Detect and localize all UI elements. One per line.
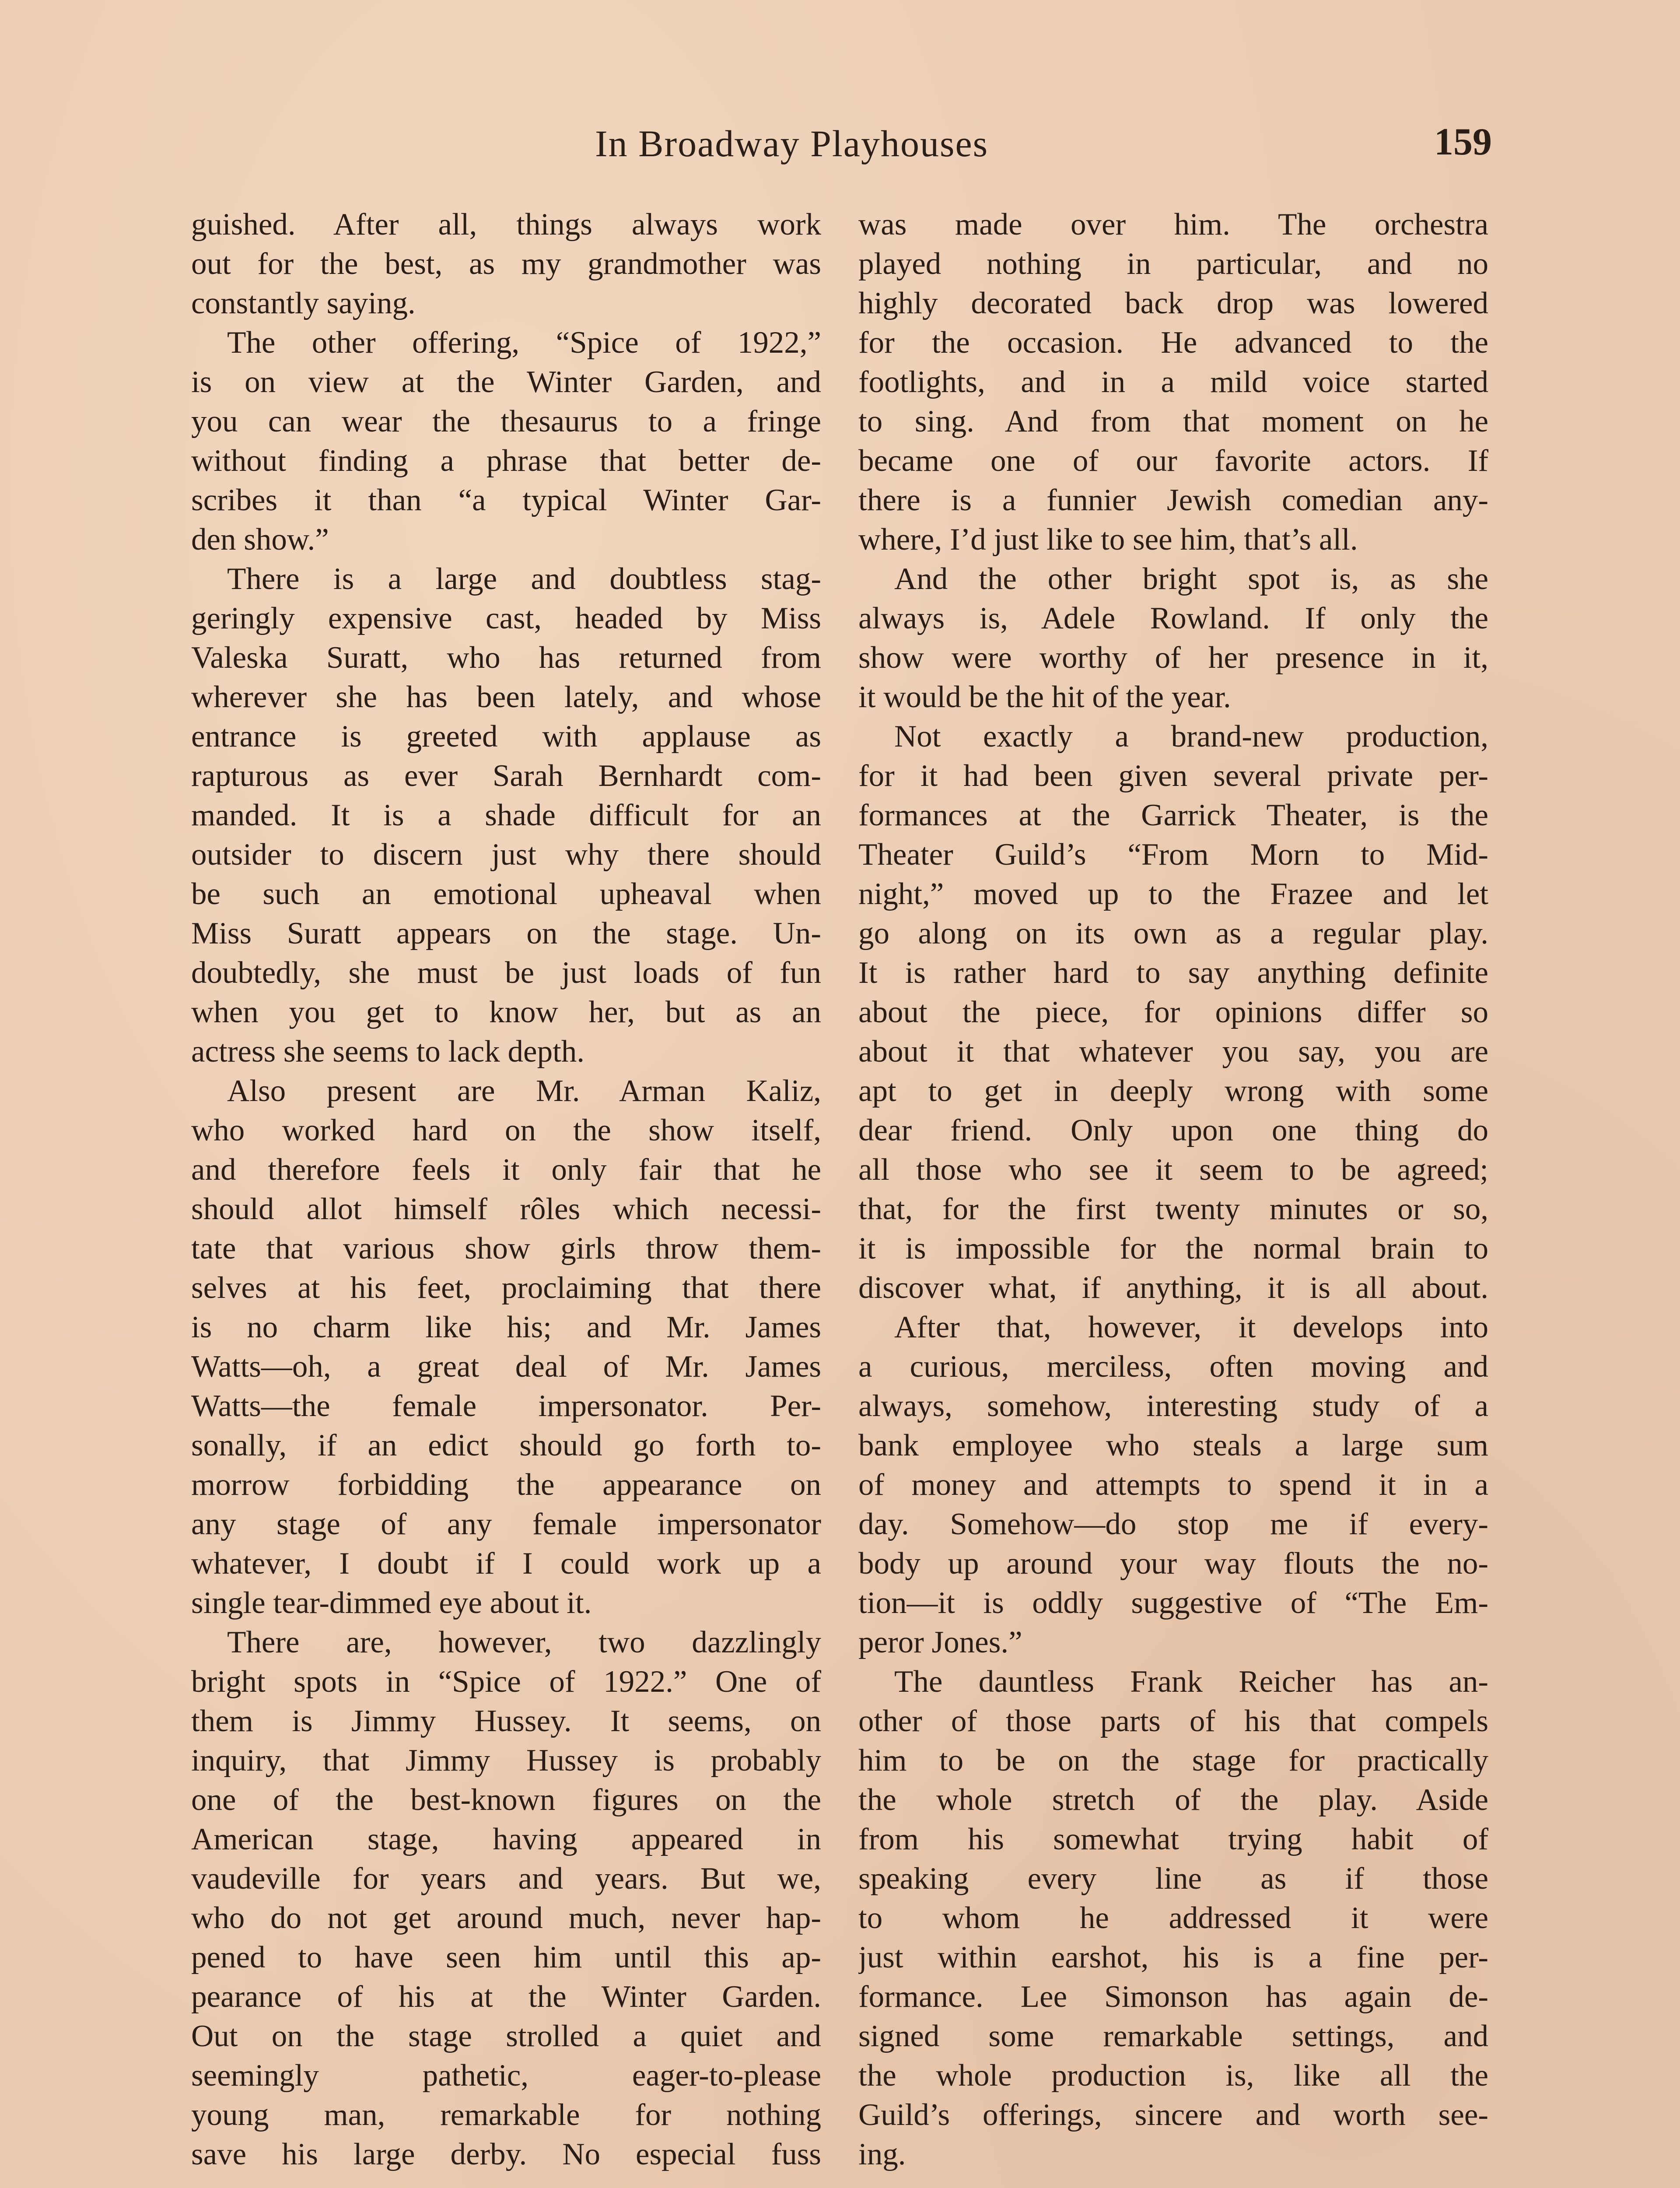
text-line: highly decorated back drop was lowered bbox=[858, 286, 1488, 320]
text-line: speaking every line as if those bbox=[858, 1862, 1488, 1896]
text-line: morrow forbidding the appearance on bbox=[191, 1468, 821, 1502]
text-line: him to be on the stage for practically bbox=[858, 1743, 1488, 1778]
text-line: all those who see it seem to be agreed; bbox=[858, 1153, 1488, 1187]
text-line: should allot himself rôles which necessi- bbox=[191, 1192, 821, 1226]
text-line: whatever, I doubt if I could work up a bbox=[191, 1546, 821, 1581]
text-line: formances at the Garrick Theater, is the bbox=[858, 798, 1488, 832]
text-line: Out on the stage strolled a quiet and bbox=[191, 2019, 821, 2053]
text-line: Valeska Suratt, who has returned from bbox=[191, 641, 821, 675]
text-line: other of those parts of his that compels bbox=[858, 1704, 1488, 1738]
text-line: night,” moved up to the Frazee and let bbox=[858, 877, 1488, 911]
text-line: out for the best, as my grandmother was bbox=[191, 247, 821, 281]
text-line: entrance is greeted with applause as bbox=[191, 719, 821, 754]
text-line: wherever she has been lately, and whose bbox=[191, 680, 821, 714]
text-line: tion—it is oddly suggestive of “The Em- bbox=[858, 1586, 1488, 1620]
text-line: a curious, merciless, often moving and bbox=[858, 1350, 1488, 1384]
text-line: who worked hard on the show itself, bbox=[191, 1113, 821, 1147]
text-line: was made over him. The orchestra bbox=[858, 207, 1488, 242]
text-line: The dauntless Frank Reicher has an- bbox=[894, 1665, 1488, 1699]
text-line: the whole stretch of the play. Aside bbox=[858, 1783, 1488, 1817]
text-line: Watts—the female impersonator. Per- bbox=[191, 1389, 821, 1423]
text-line: Theater Guild’s “From Morn to Mid- bbox=[858, 838, 1488, 872]
text-line: geringly expensive cast, headed by Miss bbox=[191, 601, 821, 635]
text-line: Also present are Mr. Arman Kaliz, bbox=[227, 1074, 821, 1108]
text-line: there is a funnier Jewish comedian any- bbox=[858, 483, 1488, 517]
text-line: It is rather hard to say anything definite bbox=[858, 956, 1488, 990]
text-line: that, for the first twenty minutes or so, bbox=[858, 1192, 1488, 1226]
text-line: There are, however, two dazzlingly bbox=[227, 1625, 821, 1659]
text-line: to whom he addressed it were bbox=[858, 1901, 1488, 1935]
text-line: body up around your way flouts the no- bbox=[858, 1546, 1488, 1581]
text-line: apt to get in deeply wrong with some bbox=[858, 1074, 1488, 1108]
text-line: go along on its own as a regular play. bbox=[858, 916, 1488, 950]
text-line: There is a large and doubtless stag- bbox=[227, 562, 821, 596]
text-line: from his somewhat trying habit of bbox=[858, 1822, 1488, 1856]
text-line: any stage of any female impersonator bbox=[191, 1507, 821, 1541]
text-line: and therefore feels it only fair that he bbox=[191, 1153, 821, 1187]
text-line: bright spots in “Spice of 1922.” One of bbox=[191, 1665, 821, 1699]
text-line: it would be the hit of the year. bbox=[858, 680, 1231, 714]
text-line: American stage, having appeared in bbox=[191, 1822, 821, 1856]
text-line: Miss Suratt appears on the stage. Un- bbox=[191, 916, 821, 950]
text-line: pearance of his at the Winter Garden. bbox=[191, 1980, 821, 2014]
text-line: single tear-dimmed eye about it. bbox=[191, 1586, 592, 1620]
text-line: actress she seems to lack depth. bbox=[191, 1034, 585, 1069]
text-line: is no charm like his; and Mr. James bbox=[191, 1310, 821, 1344]
text-line: formance. Lee Simonson has again de- bbox=[858, 1980, 1488, 2014]
text-line: pened to have seen him until this ap- bbox=[191, 1940, 821, 1974]
text-line: guished. After all, things always work bbox=[191, 207, 821, 242]
text-line: Watts—oh, a great deal of Mr. James bbox=[191, 1350, 821, 1384]
text-line: inquiry, that Jimmy Hussey is probably bbox=[191, 1743, 821, 1778]
text-line: peror Jones.” bbox=[858, 1625, 1022, 1659]
text-line: sonally, if an edict should go forth to- bbox=[191, 1428, 821, 1462]
text-column-left bbox=[191, 205, 821, 2174]
text-line: rapturous as ever Sarah Bernhardt com- bbox=[191, 759, 821, 793]
text-line: dear friend. Only upon one thing do bbox=[858, 1113, 1488, 1147]
text-line: outsider to discern just why there should bbox=[191, 838, 821, 872]
text-line: footlights, and in a mild voice started bbox=[858, 365, 1488, 399]
text-line: vaudeville for years and years. But we, bbox=[191, 1862, 821, 1896]
text-line: doubtedly, she must be just loads of fun bbox=[191, 956, 821, 990]
text-line: discover what, if anything, it is all about. bbox=[858, 1271, 1488, 1305]
text-line: is on view at the Winter Garden, and bbox=[191, 365, 821, 399]
text-line: just within earshot, his is a fine per- bbox=[858, 1940, 1488, 1974]
text-line: about it that whatever you say, you are bbox=[858, 1034, 1488, 1069]
text-line: den show.” bbox=[191, 522, 329, 557]
text-line: it is impossible for the normal brain to bbox=[858, 1231, 1488, 1266]
text-column-right bbox=[858, 205, 1488, 2174]
text-line: manded. It is a shade difficult for an bbox=[191, 798, 821, 832]
text-line: always, somehow, interesting study of a bbox=[858, 1389, 1488, 1423]
text-line: show were worthy of her presence in it, bbox=[858, 641, 1488, 675]
text-line: ing. bbox=[858, 2137, 906, 2171]
text-line: where, I’d just like to see him, that’s all. bbox=[858, 522, 1358, 557]
text-line: constantly saying. bbox=[191, 286, 416, 320]
text-line: them is Jimmy Hussey. It seems, on bbox=[191, 1704, 821, 1738]
text-line: when you get to know her, but as an bbox=[191, 995, 821, 1029]
text-line: After that, however, it develops into bbox=[894, 1310, 1488, 1344]
text-line: seemingly pathetic, eager-to-please bbox=[191, 2058, 821, 2093]
text-line: be such an emotional upheaval when bbox=[191, 877, 821, 911]
text-line: always is, Adele Rowland. If only the bbox=[858, 601, 1488, 635]
text-line: tate that various show girls throw them- bbox=[191, 1231, 821, 1266]
text-line: selves at his feet, proclaiming that there bbox=[191, 1271, 821, 1305]
text-line: played nothing in particular, and no bbox=[858, 247, 1488, 281]
page-number: 159 bbox=[1434, 121, 1492, 163]
text-line: the whole production is, like all the bbox=[858, 2058, 1488, 2093]
running-title: In Broadway Playhouses bbox=[595, 123, 989, 165]
text-line: of money and attempts to spend it in a bbox=[858, 1468, 1488, 1502]
text-line: about the piece, for opinions differ so bbox=[858, 995, 1488, 1029]
text-line: who do not get around much, never hap- bbox=[191, 1901, 821, 1935]
text-line: scribes it than “a typical Winter Gar- bbox=[191, 483, 821, 517]
text-line: bank employee who steals a large sum bbox=[858, 1428, 1488, 1462]
text-line: for the occasion. He advanced to the bbox=[858, 326, 1488, 360]
text-line: without finding a phrase that better de- bbox=[191, 444, 821, 478]
text-line: save his large derby. No especial fuss bbox=[191, 2137, 821, 2171]
text-line: you can wear the thesaurus to a fringe bbox=[191, 404, 821, 438]
text-line: for it had been given several private per- bbox=[858, 759, 1488, 793]
text-line: became one of our favorite actors. If bbox=[858, 444, 1488, 478]
text-line: signed some remarkable settings, and bbox=[858, 2019, 1488, 2053]
text-line: to sing. And from that moment on he bbox=[858, 404, 1488, 438]
text-line: The other offering, “Spice of 1922,” bbox=[227, 326, 821, 360]
text-line: young man, remarkable for nothing bbox=[191, 2098, 821, 2132]
text-line: one of the best-known figures on the bbox=[191, 1783, 821, 1817]
text-line: Guild’s offerings, sincere and worth see- bbox=[858, 2098, 1488, 2132]
text-line: Not exactly a brand-new production, bbox=[894, 719, 1488, 754]
text-line: And the other bright spot is, as she bbox=[894, 562, 1488, 596]
text-line: day. Somehow—do stop me if every- bbox=[858, 1507, 1488, 1541]
